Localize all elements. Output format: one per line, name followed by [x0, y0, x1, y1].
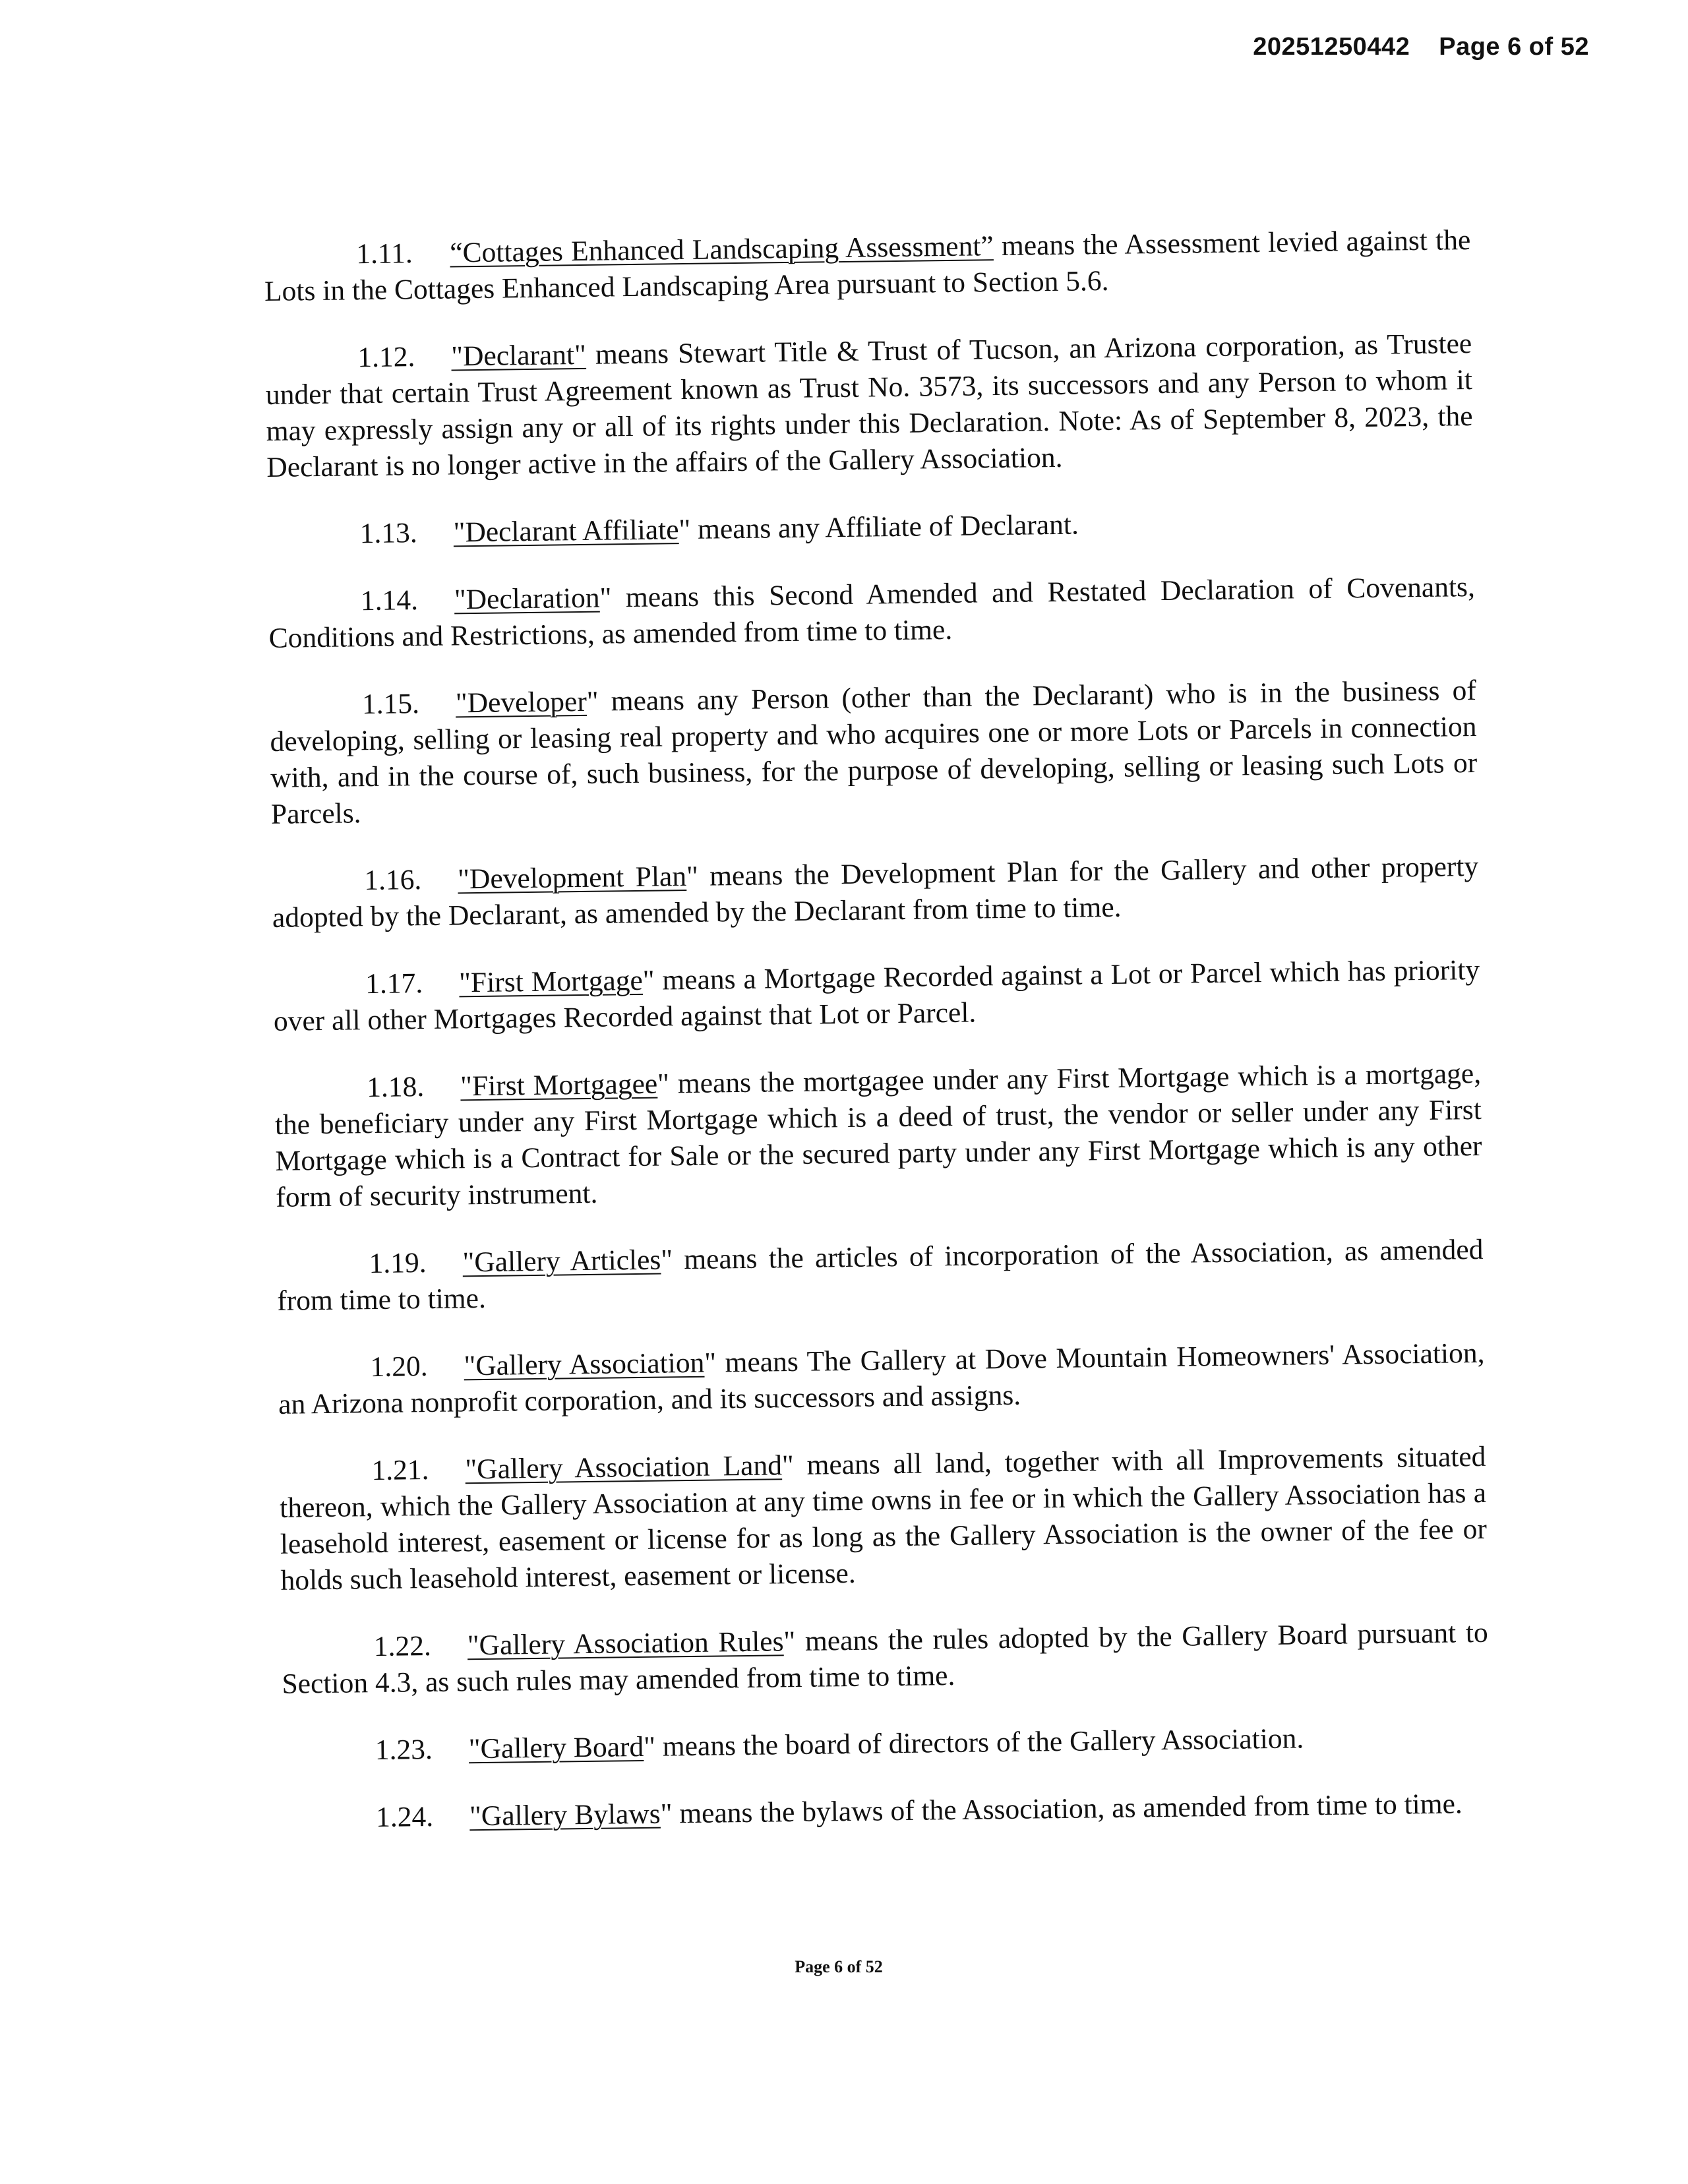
section-number: 1.20.	[370, 1350, 428, 1383]
definition-paragraph	[272, 849, 1479, 936]
page-footer: Page 6 of 52	[795, 1957, 883, 1976]
definition-text: " means the board of directors of the Gallery Association.	[643, 1722, 1304, 1763]
defined-term: "Gallery Association Land	[465, 1449, 783, 1486]
definition-paragraph	[267, 502, 1474, 553]
defined-term: "First Mortgagee	[460, 1068, 658, 1103]
defined-term: "Gallery Association	[464, 1347, 705, 1382]
definition-text: " means any Affiliate of Declarant.	[678, 508, 1079, 546]
definition-paragraph	[282, 1615, 1489, 1703]
definition-paragraph	[264, 222, 1471, 310]
section-number: 1.21.	[371, 1454, 429, 1487]
section-number: 1.14.	[360, 584, 419, 617]
section-number: 1.23.	[375, 1733, 433, 1767]
definition-text: " means any Person (other than the Declarant) who is in the business of developing, selling or leasing real property and who acquires one or more Lots or Parcels in connection with, and in the course of, such business, for the purpose of developing, selling or leasing such Lots or Parcels.	[270, 674, 1478, 830]
definition-paragraph	[274, 1056, 1483, 1216]
section-number: 1.24.	[375, 1800, 434, 1834]
definition-paragraph	[278, 1335, 1485, 1423]
defined-term: "Development Plan	[457, 861, 687, 895]
defined-term: "Declarant"	[450, 338, 587, 373]
defined-term: "First Mortgage	[458, 964, 644, 999]
section-number: 1.13.	[359, 517, 417, 550]
definition-paragraph	[283, 1718, 1490, 1770]
definition-paragraph	[270, 673, 1478, 833]
defined-term: "Gallery Articles	[462, 1244, 661, 1279]
definition-paragraph	[273, 952, 1480, 1040]
definition-text: " means the mortgagee under any First Mortgage which is a mortgage, the beneficiary under any First Mortgage which is a deed of trust, the vendor or seller under any First Mortgage which is a Contract for Sale or the secured party under any First Mortgage which is any other form of security instrument.	[274, 1057, 1482, 1213]
section-number: 1.18.	[366, 1071, 425, 1104]
section-number: 1.19.	[369, 1247, 427, 1280]
page-header	[1253, 33, 1589, 61]
header-page-label: Page 6 of 52	[1439, 33, 1589, 61]
definition-text: " means the rules adopted by the Gallery Board pursuant to Section 4.3, as such rules may amended from time to time.	[282, 1616, 1489, 1700]
definition-text: means the Assessment levied against the Lots in the Cottages Enhanced Landscaping Area pursuant to Section 5.6.	[264, 224, 1471, 307]
defined-term: "Declaration	[454, 582, 600, 616]
document-number: 20251250442	[1253, 33, 1410, 61]
definition-text: " means a Mortgage Recorded against a Lot or Parcel which has priority over all other Mortgages Recorded against that Lot or Parcel.	[273, 954, 1480, 1037]
section-number: 1.22.	[373, 1629, 432, 1663]
definition-text: " means The Gallery at Dove Mountain Homeowners' Association, an Arizona nonprofit corporation, and its successors and assigns.	[278, 1337, 1485, 1420]
defined-term: "Gallery Association Rules	[467, 1625, 784, 1662]
defined-term: "Gallery Board	[468, 1730, 644, 1765]
section-number: 1.12.	[357, 341, 415, 374]
definition-paragraph	[265, 326, 1474, 486]
definition-paragraph	[268, 569, 1476, 657]
section-number: 1.17.	[365, 967, 423, 1000]
definition-text: " means this Second Amended and Restated Declaration of Covenants, Conditions and Restrictions, as amended from time to time.	[268, 570, 1476, 654]
defined-term: "Gallery Bylaws	[469, 1798, 661, 1833]
definition-text: means Stewart Title & Trust of Tucson, an Arizona corporation, as Trustee under that certain Trust Agreement known as Trust No. 3573, its successors and any Person to whom it may expressly assign any or all of its rights under this Declaration. Note: As of September 8, 2023, the Declarant is no longer active in the affairs of the Gallery Association.	[265, 327, 1473, 483]
definition-text: " means the Development Plan for the Gallery and other property adopted by the Declarant, as amended by the Declarant from time to time.	[272, 850, 1479, 934]
definitions-section	[264, 222, 1491, 1868]
section-number: 1.15.	[361, 688, 420, 721]
definition-paragraph	[284, 1786, 1491, 1837]
section-number: 1.11.	[356, 237, 413, 270]
defined-term: “Cottages Enhanced Landscaping Assessment”	[450, 230, 994, 269]
definition-paragraph	[279, 1439, 1488, 1599]
definition-paragraph	[276, 1232, 1484, 1320]
defined-term: "Declarant Affiliate	[453, 514, 679, 549]
definition-text: " means all land, together with all Improvements situated thereon, which the Gallery Association at any time owns in fee or in which the Gallery Association has a leasehold interest, easement or license for as long as the Gallery Association is the owner of the fee or holds such leasehold interest, easement or license.	[279, 1440, 1488, 1596]
definition-text: " means the bylaws of the Association, as amended from time to time.	[660, 1788, 1463, 1830]
section-number: 1.16.	[363, 864, 422, 897]
definition-text: " means the articles of incorporation of the Association, as amended from time to time.	[276, 1233, 1484, 1317]
defined-term: "Developer	[455, 685, 588, 719]
